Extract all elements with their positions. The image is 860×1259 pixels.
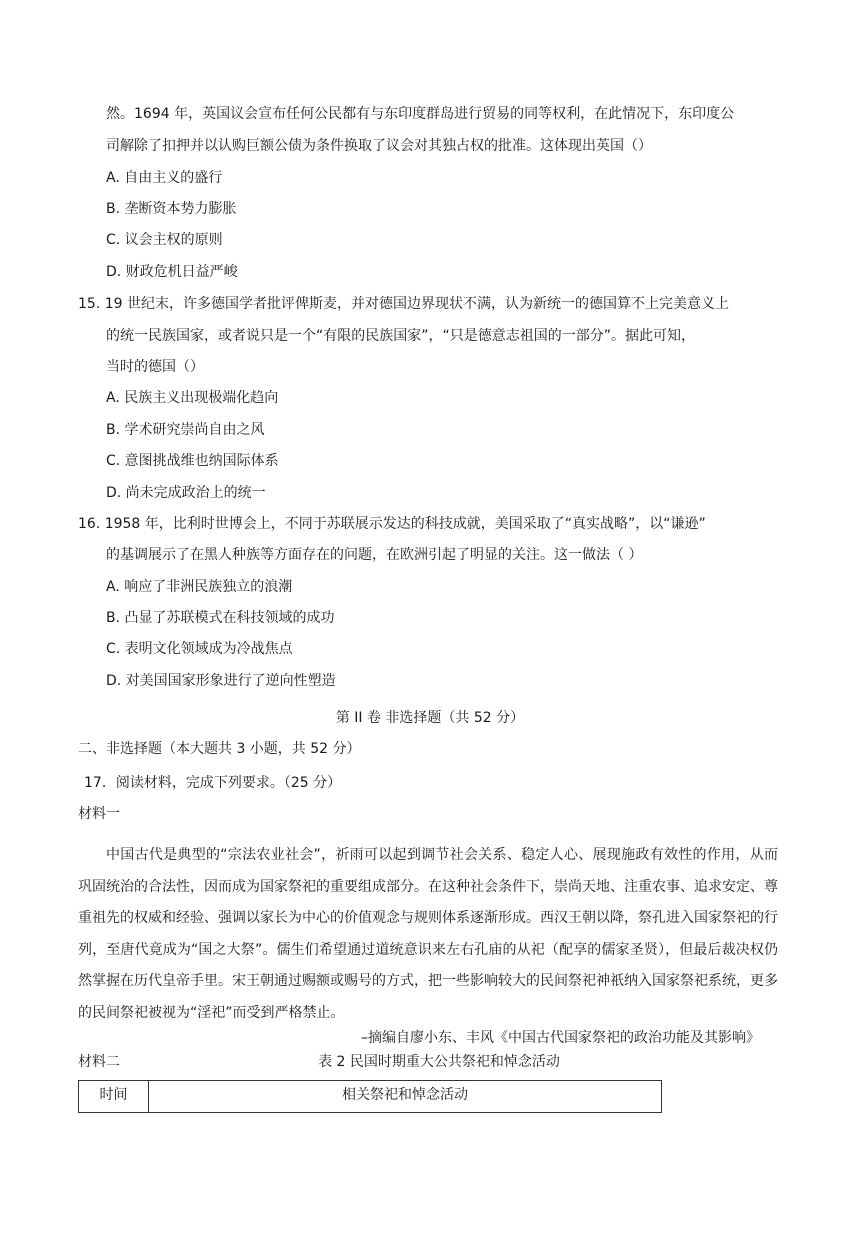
q14-option-c: C. 议会主权的原则: [106, 232, 223, 248]
q16-option-a: A. 响应了非洲民族独立的浪潮: [106, 579, 293, 595]
q16-option-d: D. 对美国国家形象进行了逆向性塑造: [106, 673, 336, 689]
q14-line-1: 然。1694 年，英国议会宣布任何公民都有与东印度群岛进行贸易的同等权利，在此情况下，东印度公: [106, 106, 735, 122]
q16-option-c: C. 表明文化领域成为冷战焦点: [106, 641, 293, 657]
header-activities: 相关祭祀和悼念活动: [149, 1081, 662, 1113]
q15-option-c: C. 意图挑战维也纳国际体系: [106, 453, 279, 469]
q15-line-1: 15. 19 世纪末，许多德国学者批评俾斯麦，并对德国边界现状不满，认为新统一的德国算不上完美意义上: [78, 296, 729, 312]
header-time: 时间: [79, 1081, 149, 1113]
material2-label: 材料二: [78, 1054, 120, 1070]
q17-heading: 17．阅读材料，完成下列要求。（25 分）: [84, 775, 342, 791]
q15-option-d: D. 尚未完成政治上的统一: [106, 485, 266, 501]
table-title: 表 2 民国时期重大公共祭祀和悼念活动: [318, 1054, 560, 1070]
q16-line-2: 的基调展示了在黑人种族等方面存在的问题，在欧洲引起了明显的关注。这一做法（ ）: [106, 547, 643, 563]
q16-option-b: B. 凸显了苏联模式在科技领域的成功: [106, 610, 335, 626]
q14-option-b: B. 垄断资本势力膨胀: [106, 201, 237, 217]
material1-label: 材料一: [78, 806, 120, 822]
q14-line-2: 司解除了扣押并以认购巨额公债为条件换取了议会对其独占权的批准。这体现出英国（）: [106, 138, 652, 154]
q15-option-b: B. 学术研究崇尚自由之风: [106, 422, 265, 438]
part2-title: 第 II 卷 非选择题（共 52 分）: [335, 710, 525, 726]
section-heading: 二、非选择题（本大题共 3 小题，共 52 分）: [78, 741, 361, 757]
q16-line-1: 16. 1958 年，比利时世博会上，不同于苏联展示发达的科技成就，美国采取了“真实战略”，以“谦逊”: [78, 516, 706, 532]
q14-option-a: A. 自由主义的盛行: [106, 170, 223, 186]
q14-option-d: D. 财政危机日益严峻: [106, 264, 238, 280]
activities-table: [78, 1080, 662, 1113]
table-header-row: [79, 1081, 662, 1113]
material1-source: –摘编自廖小东、丰风《中国古代国家祭祀的政治功能及其影响》: [361, 1030, 760, 1046]
material1-text: 中国古代是典型的“宗法农业社会”，祈雨可以起到调节社会关系、稳定人心、展现施政有效性的作用，从而巩固统治的合法性，因而成为国家祭祀的重要组成部分。在这种社会条件下，崇尚天地、注重农事、追求安定、尊重祖先的权威和经验、强调以家长为中心的价值观念与规则体系逐渐形成。西汉王朝以降，祭孔进入国家祭祀的行列，至唐代竟成为“国之大祭”。儒生们希望通过道统意识来左右孔庙的从祀（配享的儒家圣贤），但最后裁决权仍然掌握在历代皇帝手里。宋王朝通过赐额或赐号的方式，把一些影响较大的民间祭祀神祇纳入国家祭祀系统，更多的民间祭祀被视为“淫祀”而受到严格禁止。: [78, 847, 778, 1021]
q15-line-2: 的统一民族国家，或者说只是一个“有限的民族国家”，“只是德意志祖国的一部分”。据此可知，: [106, 328, 696, 344]
q15-line-3: 当时的德国（）: [106, 359, 204, 375]
q15-option-a: A. 民族主义出现极端化趋向: [106, 390, 279, 406]
